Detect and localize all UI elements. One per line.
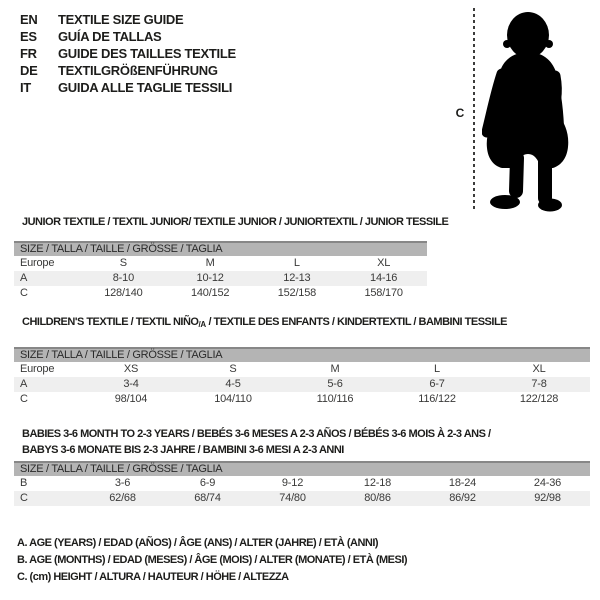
junior-textile-section (14, 216, 449, 301)
height-value: 104/110 (214, 393, 252, 405)
childrens-size-table (14, 347, 590, 407)
junior-table-title: JUNIOR TEXTILE / TEXTIL JUNIOR/ TEXTILE JUNIOR / JUNIORTEXTIL / JUNIOR TESSILE (22, 216, 449, 228)
row-label: C (20, 287, 28, 299)
age-value: 9-12 (281, 477, 304, 489)
size-value: XL (377, 257, 391, 269)
age-value: 3-6 (114, 477, 131, 489)
height-value: 86/92 (449, 492, 476, 504)
size-header-bar: SIZE / TALLA / TAILLE / GRÖSSE / TAGLIA (14, 461, 590, 476)
table-row-height-cm (14, 491, 590, 506)
row-label: Europe (20, 363, 55, 375)
language-row-en (20, 11, 236, 28)
age-value: 3-4 (123, 378, 139, 390)
language-title: GUIDA ALLE TAGLIE TESSILI (58, 80, 233, 95)
babies-size-table (14, 461, 590, 506)
height-value: 62/68 (109, 492, 136, 504)
age-value: 4-5 (225, 378, 241, 390)
size-value: L (434, 363, 440, 375)
note-height-cm: C. (cm) HEIGHT / ALTURA / HAUTEUR / HÖHE / ALTEZZA (17, 571, 289, 583)
table-row-europe (14, 362, 590, 377)
title-line-1: BABIES 3-6 MONTH TO 2-3 YEARS / BEBÉS 3-6 MESES A 2-3 AÑOS / BÉBÉS 3-6 MOIS À 2-3 ANS / (22, 428, 491, 440)
row-label: C (20, 492, 28, 504)
height-label-c: C (455, 106, 465, 120)
age-value: 12-18 (363, 477, 392, 489)
row-label: Europe (20, 257, 55, 269)
table-row-age-months (14, 476, 590, 491)
size-value: S (119, 257, 127, 269)
size-value: M (205, 257, 215, 269)
title-part: CHILDREN'S TEXTILE / TEXTIL NIÑO (22, 316, 199, 328)
table-row-age-years (14, 377, 590, 392)
title-subscript: /A (198, 320, 206, 329)
height-value: 152/158 (277, 287, 317, 299)
age-value: 7-8 (531, 378, 547, 390)
height-value: 80/86 (364, 492, 391, 504)
height-value: 98/104 (114, 393, 148, 405)
height-value: 158/170 (364, 287, 403, 299)
age-value: 24-36 (533, 477, 562, 489)
age-value: 8-10 (112, 272, 134, 284)
age-value: 14-16 (370, 272, 398, 284)
size-value: M (330, 363, 340, 375)
height-measure-dashed-line (473, 8, 475, 209)
childrens-table-title (14, 316, 590, 331)
legend-notes (17, 535, 407, 586)
babies-textile-section (14, 427, 590, 506)
height-value: 116/122 (418, 393, 456, 405)
language-title: TEXTILE SIZE GUIDE (58, 12, 184, 27)
language-code: EN (20, 12, 38, 27)
babies-table-title (14, 427, 590, 458)
age-value: 10-12 (196, 272, 224, 284)
size-value: S (229, 363, 237, 375)
height-value: 92/98 (534, 492, 561, 504)
language-title: TEXTILGRÖßENFÜHRUNG (58, 63, 218, 78)
age-value: 5-6 (327, 378, 343, 390)
language-row-es (20, 28, 236, 45)
language-title: GUÍA DE TALLAS (58, 29, 162, 44)
size-value: L (293, 257, 300, 269)
height-value: 110/116 (316, 393, 354, 405)
language-code: FR (20, 46, 37, 61)
language-code: IT (20, 80, 31, 95)
age-value: 6-9 (199, 477, 216, 489)
language-title: GUIDE DES TAILLES TEXTILE (58, 46, 236, 61)
row-label: C (20, 393, 28, 405)
height-value: 74/80 (279, 492, 306, 504)
language-row-de (20, 62, 236, 79)
size-header-bar: SIZE / TALLA / TAILLE / GRÖSSE / TAGLIA (14, 347, 590, 362)
junior-size-table (14, 241, 427, 301)
table-row-age-years (14, 271, 427, 286)
title-line-2: BABYS 3-6 MONATE BIS 2-3 JAHRE / BAMBINI 3-6 MESI A 2-3 ANNI (22, 443, 344, 456)
height-value: 68/74 (194, 492, 221, 504)
row-label: A (20, 272, 28, 284)
language-row-it (20, 79, 236, 96)
size-value: XS (123, 363, 139, 375)
row-label: A (20, 378, 28, 390)
age-value: 6-7 (429, 378, 445, 390)
age-value: 12-13 (283, 272, 311, 284)
size-value: XL (532, 363, 546, 375)
baby-silhouette-icon (482, 8, 577, 213)
size-header-bar: SIZE / TALLA / TAILLE / GRÖSSE / TAGLIA (14, 241, 427, 256)
childrens-textile-section (14, 316, 590, 407)
note-age-months: B. AGE (MONTHS) / EDAD (MESES) / ÂGE (MOIS) / ALTER (MONATE) / ETÀ (MESI) (17, 554, 408, 566)
height-value: 140/152 (190, 287, 230, 299)
table-row-height-cm (14, 392, 590, 407)
note-age-years: A. AGE (YEARS) / EDAD (AÑOS) / ÂGE (ANS) / ALTER (JAHRE) / ETÀ (ANNI) (17, 537, 379, 549)
language-code: DE (20, 63, 38, 78)
age-value: 18-24 (448, 477, 477, 489)
table-row-height-cm (14, 286, 427, 301)
language-title-list (20, 11, 236, 96)
height-value: 128/140 (104, 287, 143, 299)
row-label: B (20, 477, 28, 489)
table-row-europe (14, 256, 427, 271)
title-part: / TEXTILE DES ENFANTS / KINDERTEXTIL / BAMBINI TESSILE (205, 316, 507, 328)
language-code: ES (20, 29, 37, 44)
language-row-fr (20, 45, 236, 62)
height-value: 122/128 (519, 393, 559, 405)
